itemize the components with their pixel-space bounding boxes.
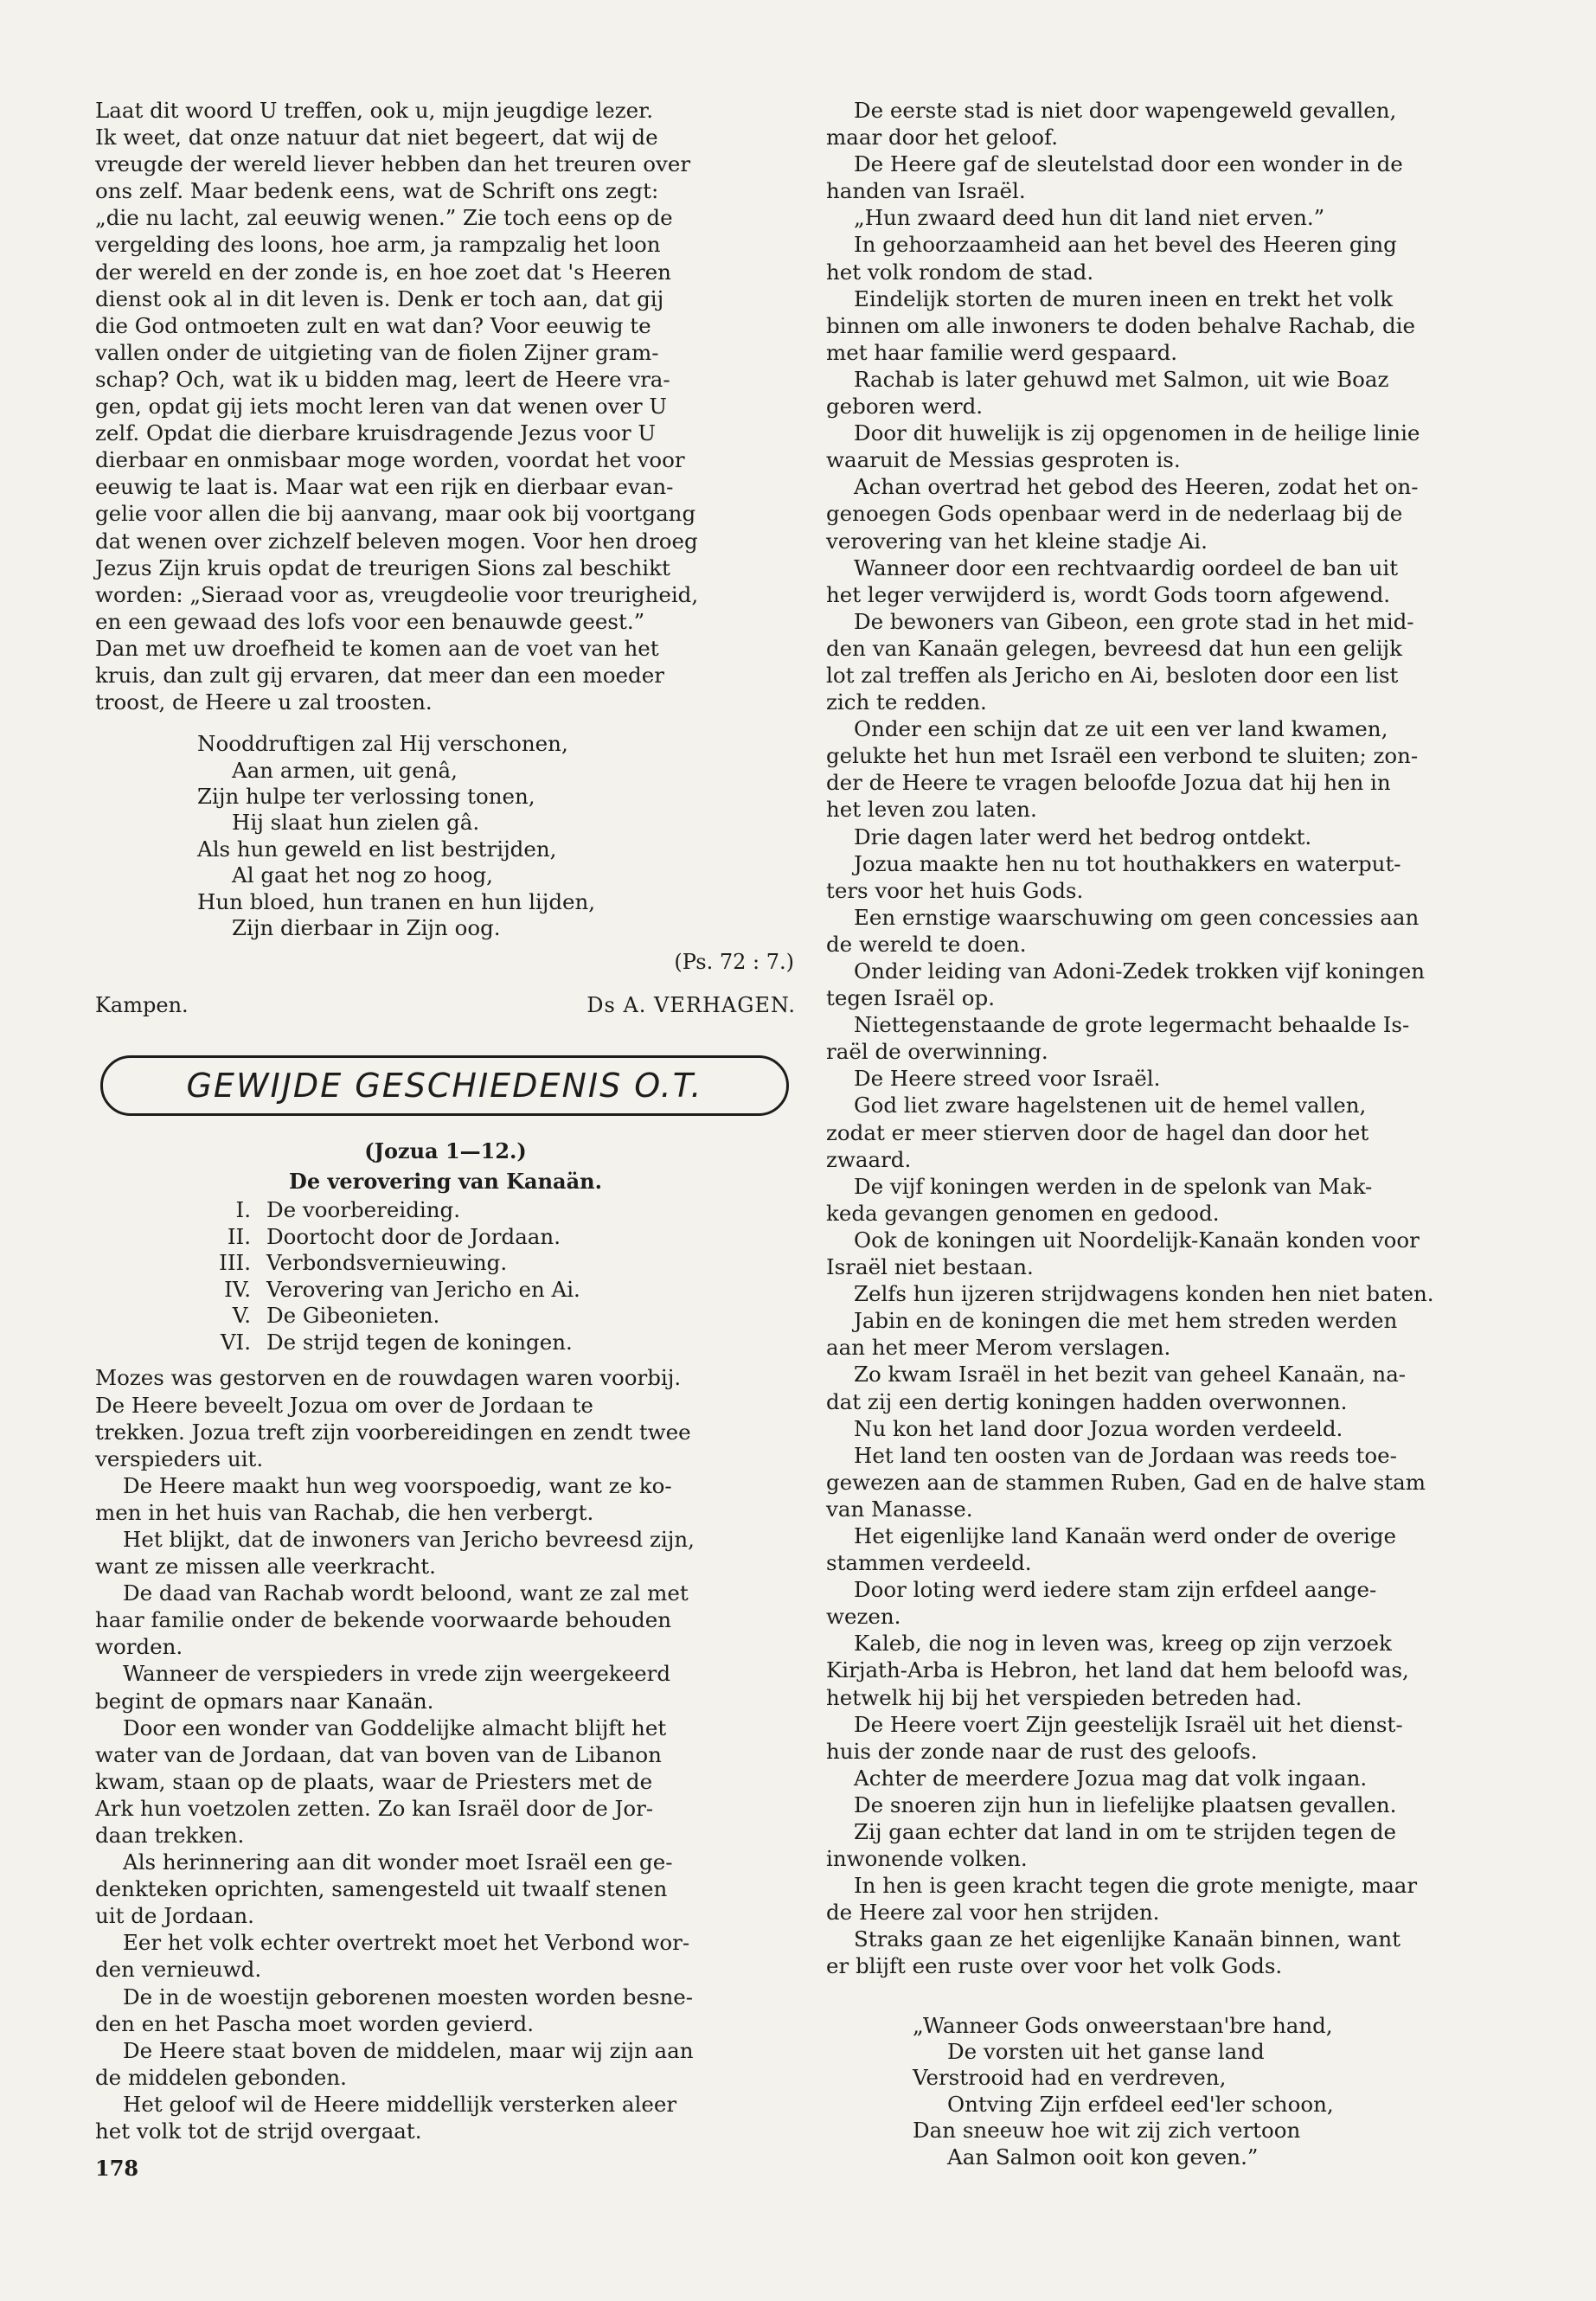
- outline-text: De Gibeonieten.: [266, 1303, 440, 1329]
- section-heading: GEWIJDE GESCHIEDENIS O.T.: [100, 1055, 789, 1116]
- paragraph: Zij gaan echter dat land in om te strijden tegen de inwonende volken.: [826, 1819, 1397, 1872]
- outline-item: [95, 1224, 796, 1251]
- signature: [95, 993, 796, 1017]
- poem-line: Aan armen, uit genâ,: [232, 757, 458, 783]
- outline-number: III.: [219, 1250, 251, 1276]
- paragraph: De Heere maakt hun weg voorspoedig, want ze ko- men in het huis van Rachab, die hen verbergt.: [95, 1472, 672, 1525]
- paragraph: In hen is geen kracht tegen die grote menigte, maar de Heere zal voor hen strijden.: [826, 1873, 1418, 1926]
- right-column: [826, 97, 1527, 2170]
- paragraph: Achter de meerdere Jozua mag dat volk ingaan.: [854, 1765, 1368, 1791]
- paragraph: Door loting werd iedere stam zijn erfdeel aange- wezen.: [826, 1577, 1377, 1630]
- paragraph: Niettegenstaande de grote legermacht behaalde Is- raël de overwinning.: [826, 1012, 1410, 1065]
- paragraph: Als herinnering aan dit wonder moet Israël een ge- denkteken oprichten, samengesteld uit twaalf stenen uit de Jordaan.: [95, 1849, 673, 1929]
- paragraph: De in de woestijn geborenen moesten worden besne- den en het Pascha moet worden gevierd.: [95, 1984, 694, 2036]
- paragraph: Het geloof wil de Heere middellijk versterken aleer het volk tot de strijd overgaat.: [95, 2091, 677, 2144]
- outline-text: Verovering van Jericho en Ai.: [266, 1276, 580, 1302]
- paragraph: Zelfs hun ijzeren strijdwagens konden hen niet baten.: [854, 1281, 1434, 1307]
- paragraph: Nu kon het land door Jozua worden verdeeld.: [854, 1415, 1343, 1441]
- paragraph: Jozua maakte hen nu tot houthakkers en waterput- ters voor het huis Gods.: [826, 850, 1401, 903]
- paragraph: De Heere streed voor Israël.: [854, 1066, 1161, 1092]
- outline-item: [95, 1303, 796, 1330]
- paragraph: De Heere gaf de sleutelstad door een wonder in de handen van Israël.: [826, 151, 1403, 204]
- poem-line: Zijn dierbaar in Zijn oog.: [232, 915, 501, 940]
- paragraph: Eindelijk storten de muren ineen en trekt het volk binnen om alle inwoners te doden behalve Rachab, die met haar familie werd gespaard.: [826, 285, 1416, 365]
- poem-line: De vorsten uit het ganse land: [947, 2038, 1265, 2064]
- paragraph: De bewoners van Gibeon, een grote stad in het mid- den van Kanaän gelegen, bevreesd dat hun een gelijk lot zal treffen als Jericho en Ai, besloten door een list zich te redden.: [826, 608, 1414, 715]
- outline-item: [95, 1250, 796, 1277]
- outline-number: IV.: [224, 1276, 251, 1302]
- paragraph: Achan overtrad het gebod des Heeren, zodat het on- genoegen Gods openbaar werd in de nederlaag bij de verovering van het kleine stadje Ai.: [826, 474, 1419, 554]
- paragraph: Het blijkt, dat de inwoners van Jericho bevreesd zijn, want ze missen alle veerkracht.: [95, 1526, 695, 1580]
- poem-line: Nooddruftigen zal Hij verschonen,: [197, 731, 568, 757]
- closing-poem: [913, 2013, 1527, 2170]
- paragraph: Het eigenlijke land Kanaän werd onder de overige stammen verdeeld.: [826, 1522, 1397, 1576]
- outline-number: I.: [235, 1197, 251, 1223]
- paragraph: Kaleb, die nog in leven was, kreeg op zijn verzoek Kirjath-Arba is Hebron, het land dat hem beloofd was, hetwelk hij bij het verspieden betreden had.: [826, 1631, 1409, 1710]
- page-number: 178: [95, 2156, 139, 2181]
- outline-item: [95, 1330, 796, 1356]
- poem-reference: (Ps. 72 : 7.): [674, 950, 794, 975]
- author: Ds A. VERHAGEN.: [586, 993, 796, 1018]
- outline-number: V.: [232, 1303, 251, 1329]
- place: Kampen.: [95, 993, 189, 1018]
- paragraph: Zo kwam Israël in het bezit van geheel Kanaän, na- dat zij een dertig koningen hadden overwonnen.: [826, 1362, 1407, 1414]
- poem-line: Als hun geweld en list bestrijden,: [197, 836, 557, 862]
- outline-item: [95, 1277, 796, 1304]
- paragraph: Rachab is later gehuwd met Salmon, uit wie Boaz geboren werd.: [826, 366, 1389, 420]
- paragraph: Wanneer de verspieders in vrede zijn weergekeerd begint de opmars naar Kanaän.: [95, 1661, 671, 1714]
- paragraph: Door dit huwelijk is zij opgenomen in de heilige linie waaruit de Messias gesproten is.: [826, 420, 1420, 473]
- outline-text: Verbondsvernieuwing.: [266, 1250, 508, 1276]
- paragraph: In gehoorzaamheid aan het bevel des Heeren ging het volk rondom de stad.: [826, 232, 1397, 285]
- paragraph: Onder een schijn dat ze uit een ver land kwamen, gelukte het hun met Israël een verbond te sluiten; zon- der de Heere te vragen beloofde Jozua dat hij hen in het leven zou laten.: [826, 716, 1419, 823]
- paragraph: De eerste stad is niet door wapengeweld gevallen, maar door het geloof.: [826, 98, 1397, 151]
- paragraph: De daad van Rachab wordt beloond, want ze zal met haar familie onder de bekende voorwaarde behouden worden.: [95, 1580, 689, 1660]
- poem-line: Al gaat het nog zo hoog,: [232, 862, 493, 888]
- psalm-poem: [197, 731, 796, 941]
- outline-text: Doortocht door de Jordaan.: [266, 1223, 561, 1249]
- paragraph: Mozes was gestorven en de rouwdagen waren voorbij. De Heere beveelt Jozua om over de Jordaan te trekken. Jozua treft zijn voorbereidingen en zendt twee verspieders uit.: [95, 1365, 691, 1471]
- paragraph: De Heere staat boven de middelen, maar wij zijn aan de middelen gebonden.: [95, 2037, 694, 2090]
- paragraph: Door een wonder van Goddelijke almacht blijft het water van de Jordaan, dat van boven van de Libanon kwam, staan op de plaats, waar de Priesters met de Ark hun voetzolen zetten. Zo kan Israël door de Jor- daan trekken.: [95, 1715, 667, 1848]
- poem-line: „Wanneer Gods onweerstaan'bre hand,: [913, 2012, 1333, 2038]
- paragraph: De vijf koningen werden in de spelonk van Mak- keda gevangen genomen en gedood.: [826, 1173, 1373, 1226]
- poem-line: Ontving Zijn erfdeel eed'ler schoon,: [947, 2091, 1334, 2117]
- paragraph: Het land ten oosten van de Jordaan was reeds toe- gewezen aan de stammen Ruben, Gad en de halve stam van Manasse.: [826, 1442, 1426, 1522]
- poem-line: Zijn hulpe ter verlossing tonen,: [197, 783, 535, 809]
- poem-line: Verstrooid had en verdreven,: [913, 2065, 1227, 2091]
- paragraph: De Heere voert Zijn geestelijk Israël uit het dienst- huis der zonde naar de rust des geloofs.: [826, 1711, 1403, 1764]
- paragraph: Ook de koningen uit Noordelijk-Kanaän konden voor Israël niet bestaan.: [826, 1227, 1420, 1280]
- paragraph: „Hun zwaard deed hun dit land niet erven.”: [854, 205, 1325, 231]
- outline-number: II.: [227, 1223, 251, 1249]
- paragraph: Drie dagen later werd het bedrog ontdekt.: [854, 824, 1312, 849]
- paragraph: Een ernstige waarschuwing om geen concessies aan de wereld te doen.: [826, 904, 1420, 957]
- outline-item: [95, 1197, 796, 1224]
- paragraph: Eer het volk echter overtrekt moet het Verbond wor- den vernieuwd.: [95, 1930, 690, 1983]
- outline-text: De voorbereiding.: [266, 1197, 460, 1223]
- intro-paragraph: Laat dit woord U treffen, ook u, mijn jeugdige lezer. Ik weet, dat onze natuur dat niet begeert, dat wij de vreugde der wereld liever hebben dan het treuren over ons zelf. Maar bedenk eens, wat de Schrift ons zegt: „die nu lacht, zal eeuwig wenen.” Zie toch eens op de vergelding des loons, hoe arm, ja rampzalig het loon der wereld en der zonde is, en hoe zoet dat 's Heeren dienst ook al in dit leven is. Denk er toch aan, dat gij die God ontmoeten zult en wat dan? Voor eeuwig te vallen onder de uitgieting van de fiolen Zijner gram- schap? Och, wat ik u bidden mag, leert de Heere vra- gen, opdat gij iets mocht leren van dat wenen over U zelf. Opdat die dierbare kruisdragende Jezus voor U dierbaar en onmisbaar moge worden, voordat het voor eeuwig te laat is. Maar wat een rijk en dierbaar evan- gelie voor allen die bij aanvang, maar ook bij voortgang dat wenen over zichzelf beleven mogen. Voor hen droeg Jezus Zijn kruis opdat de treurigen Sions zal beschikt worden: „Sieraad voor as, vreugdeolie voor treurigheid, en een gewaad des lofs voor een benauwde geest.” Dan met uw droefheid te komen aan de voet van het kruis, dan zult gij ervaren, dat meer dan een moeder troost, de Heere u zal troosten.: [95, 98, 699, 715]
- left-column: [95, 97, 796, 2144]
- outline-number: VI.: [220, 1329, 251, 1355]
- outline-list: [95, 1197, 796, 1356]
- sub-reference: (Jozua 1—12.): [364, 1138, 527, 1164]
- outline-text: De strijd tegen de koningen.: [266, 1329, 573, 1355]
- paragraph: Jabin en de koningen die met hem streden werden aan het meer Merom verslagen.: [826, 1308, 1398, 1361]
- poem-line: Dan sneeuw hoe wit zij zich vertoon: [913, 2118, 1301, 2144]
- sub-title: De verovering van Kanaän.: [289, 1169, 602, 1195]
- paragraph: Wanneer door een rechtvaardig oordeel de ban uit het leger verwijderd is, wordt Gods toorn afgewend.: [826, 554, 1399, 607]
- paragraph: De snoeren zijn hun in liefelijke plaatsen gevallen.: [854, 1791, 1397, 1817]
- paragraph: God liet zware hagelstenen uit de hemel vallen, zodat er meer stierven door de hagel dan door het zwaard.: [826, 1093, 1369, 1172]
- poem-line: Hij slaat hun zielen gâ.: [232, 810, 480, 836]
- poem-line: Hun bloed, hun tranen en hun lijden,: [197, 888, 596, 914]
- poem-line: Aan Salmon ooit kon geven.”: [947, 2144, 1259, 2170]
- paragraph: Straks gaan ze het eigenlijke Kanaän binnen, want er blijft een ruste over voor het volk Gods.: [826, 1926, 1401, 1979]
- paragraph: Onder leiding van Adoni-Zedek trokken vijf koningen tegen Israël op.: [826, 958, 1426, 1011]
